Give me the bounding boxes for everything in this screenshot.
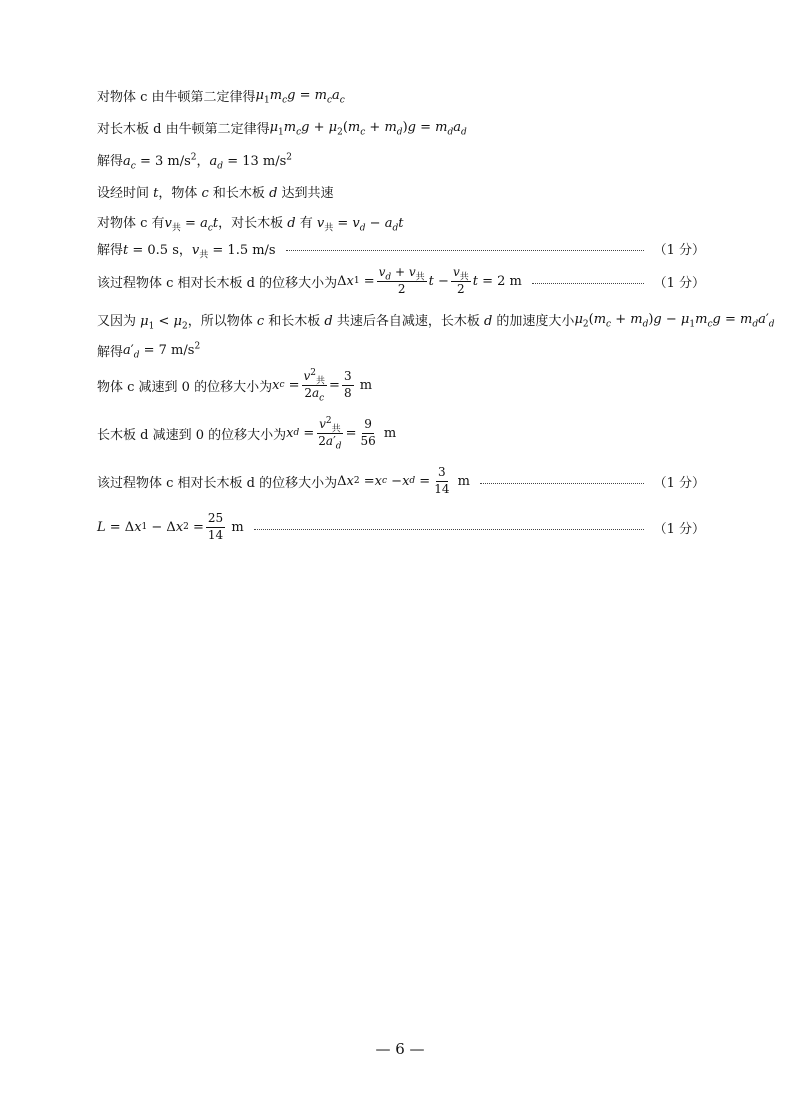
line-text: 解得 (97, 345, 124, 360)
line-text: 又因为 $\mu_1 < \mu_2$，所以物体 c 和长木板 d 共速后各自减速，长木板 d 的加速度大小 (97, 314, 575, 332)
score-label: （1 分） (653, 475, 705, 491)
line-text: 对长木板 d 由牛顿第二定律得 (97, 122, 270, 137)
solution-line-3 (97, 150, 293, 172)
equation: Δ x 1 = $\frac{v_d + v_共}{2}$ t − $\frac{v_共}{2}$ t = 2 m (337, 265, 522, 296)
solution-line-1 (97, 86, 345, 105)
solution-line-10 (97, 368, 373, 404)
solution-line-13 (97, 512, 705, 543)
equation: $a'_d = 7$ $m/s^2$ (123, 341, 201, 361)
line-text: 该过程物体 c 相对长木板 d 的位移大小为 (97, 275, 338, 291)
solution-line-7 (97, 266, 705, 297)
line-text: 长木板 d 减速到 0 的位移大小为 (97, 427, 287, 443)
line-text: 解得 (97, 243, 124, 258)
equation: L = Δ x 1 − Δ x 2 = $\frac{25}{14}$ m (97, 511, 244, 542)
solution-line-11 (97, 416, 397, 452)
solution-line-9 (97, 341, 200, 360)
solution-line-5 (97, 212, 404, 234)
leader-dots (286, 250, 644, 251)
page-number: — 6 — (375, 1040, 425, 1058)
solution-line-4 (97, 182, 334, 201)
solution-line-6 (97, 239, 705, 261)
leader-dots (532, 283, 644, 284)
line-text: 解得 (97, 154, 124, 169)
line-text: 对物体 c 由牛顿第二定律得 (97, 90, 256, 105)
equation: $\mu_1m_cg + \mu_2(m_c + m_d)g = m_da_d$ (269, 120, 467, 138)
equation: x c = $\frac{v^2_共}{2a_c}$ = $\frac{3}{8}$ m (272, 368, 373, 404)
line-text: 设经时间 t，物体 c 和长木板 d 达到共速 (97, 186, 334, 201)
solution-line-8 (97, 310, 775, 332)
equation: x d = $\frac{v^2_共}{2a'_d}$ = $\frac{9}{56}$ m (286, 416, 397, 452)
score-label: （1 分） (653, 521, 705, 537)
equation: $a_c = 3$ $m/s^2$，$a_d = 13$ $m/s^2$ (123, 152, 293, 172)
line-text: 物体 c 减速到 0 的位移大小为 (97, 379, 273, 395)
score-label: （1 分） (653, 275, 705, 291)
line-text: 对物体 c 有 (97, 216, 165, 231)
leader-dots (480, 483, 644, 484)
leader-dots (254, 529, 644, 530)
solution-line-2 (97, 118, 467, 137)
equation: t = 0.5 s，$v_共 = 1.5$ m/s (123, 243, 276, 261)
equation: $\mu_1m_cg = m_ca_c$ (255, 88, 345, 106)
line-text: 该过程物体 c 相对长木板 d 的位移大小为 (97, 475, 338, 491)
equation: $v_共 = a_ct$，对长木板 d 有 $v_共 = v_d - a_dt$ (164, 216, 404, 234)
score-label: （1 分） (653, 243, 705, 258)
equation: Δ x 2 = x c − x d = $\frac{3}{14}$ m (337, 465, 470, 496)
equation: $\mu_2(m_c + m_d)g - \mu_1m_cg = m_da'_d$ (574, 312, 775, 330)
solution-line-12 (97, 466, 705, 497)
